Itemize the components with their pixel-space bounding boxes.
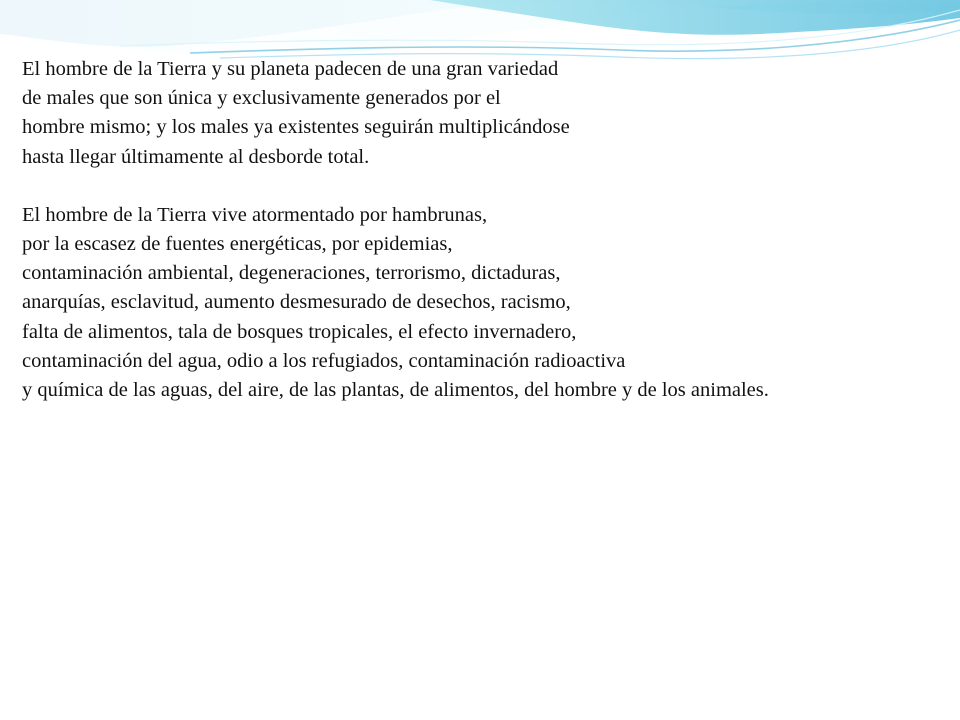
text-line: contaminación del agua, odio a los refugiados, contaminación radioactiva <box>22 349 626 372</box>
text-line: de males que son única y exclusivamente generados por el <box>22 87 501 110</box>
text-line: hasta llegar últimamente al desborde total. <box>22 145 370 168</box>
text-line: y química de las aguas, del aire, de las plantas, de alimentos, del hombre y de los animales. <box>22 379 769 402</box>
text-line: contaminación ambiental, degeneraciones, terrorismo, dictaduras, <box>22 262 561 285</box>
paragraph-1 <box>22 55 958 172</box>
slide-text <box>22 55 958 405</box>
text-line: por la escasez de fuentes energéticas, por epidemias, <box>22 233 453 256</box>
paragraph-2 <box>22 201 958 405</box>
text-line: El hombre de la Tierra y su planeta padecen de una gran variedad <box>22 58 559 80</box>
text-line: El hombre de la Tierra vive atormentado por hambrunas, <box>22 203 488 226</box>
text-line: hombre mismo; y los males ya existentes seguirán multiplicándose <box>22 116 570 139</box>
text-line: anarquías, esclavitud, aumento desmesurado de desechos, racismo, <box>22 291 571 314</box>
text-line: falta de alimentos, tala de bosques tropicales, el efecto invernadero, <box>22 320 577 343</box>
